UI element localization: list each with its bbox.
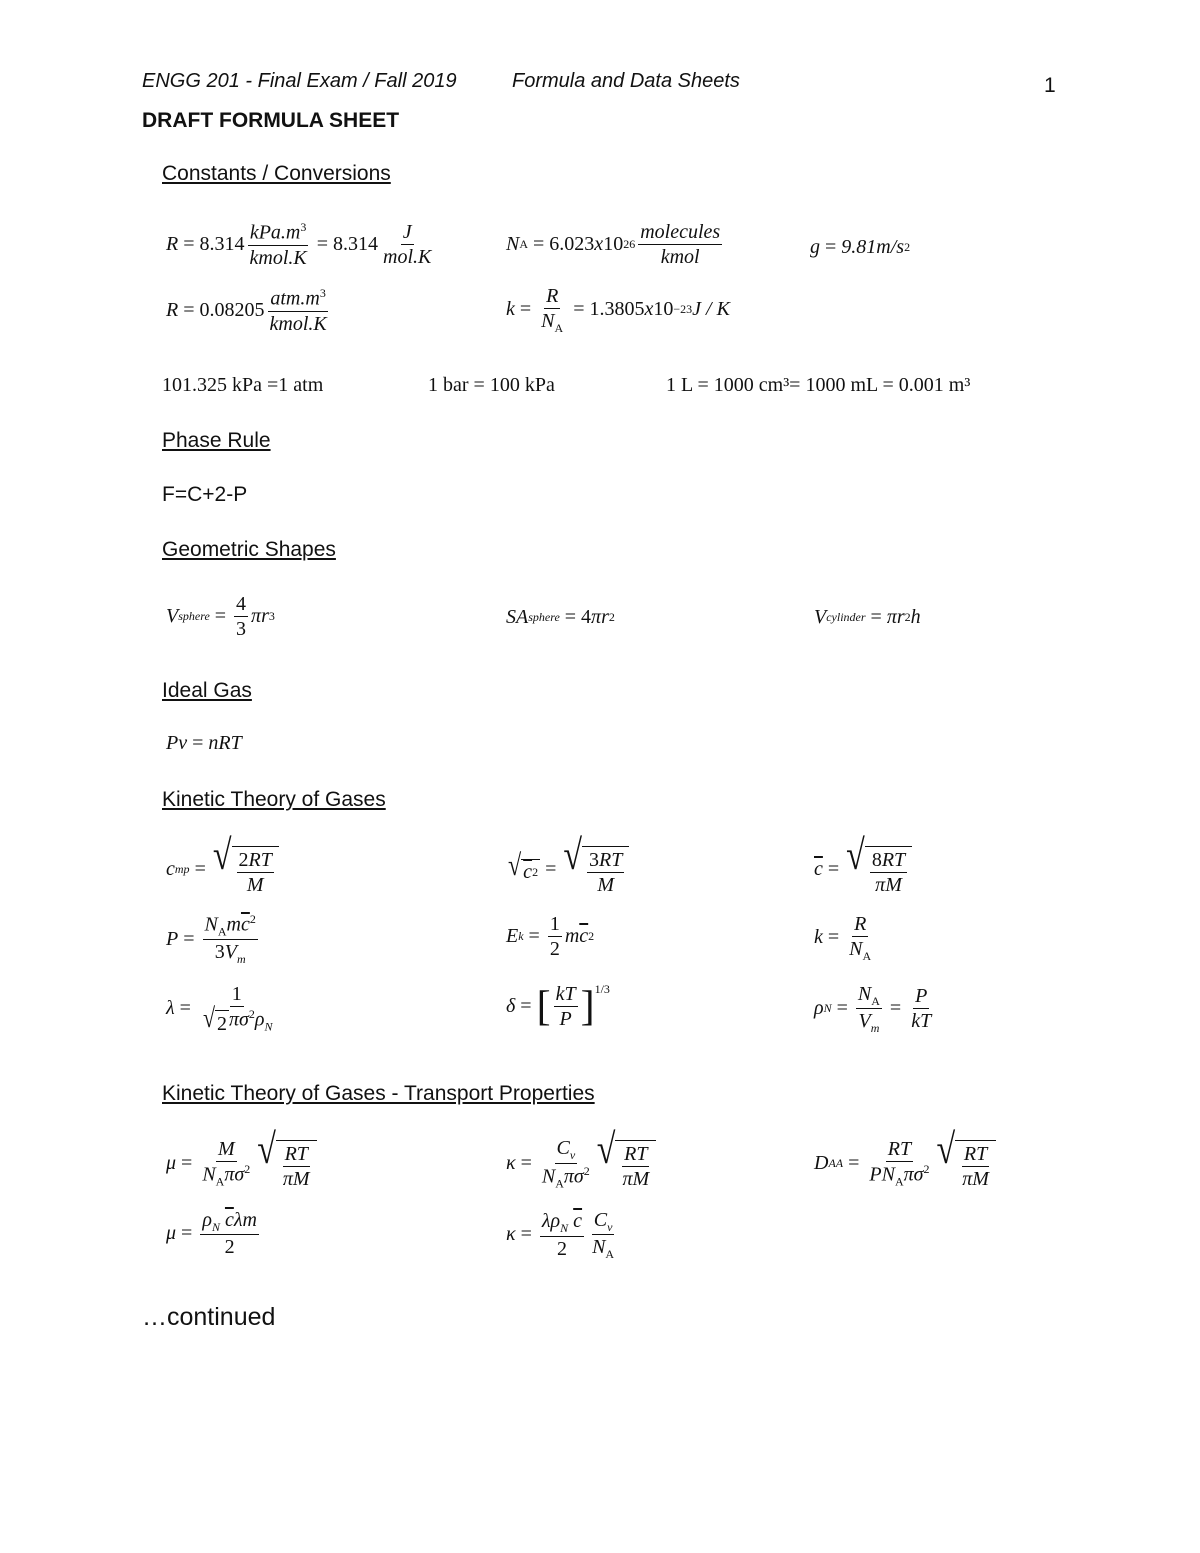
eq-gas-constant-atm: R = 0.08205 $\frac{atm.m^3}{\text{kmol.K}}$ xyxy=(166,286,327,335)
eq-rms-speed: √ c 2 = √ $\frac{3RT}{M}$ xyxy=(506,842,629,897)
eq-boltzmann-ratio: k = $\frac{R}{N_A}$ xyxy=(814,913,872,963)
header-course: ENGG 201 - Final Exam / Fall 2019 xyxy=(142,70,457,92)
eq-most-probable-speed: c mp = √ $\frac{2RT}{M}$ xyxy=(166,842,279,897)
eq-self-diffusivity: D AA = $\frac{RT}{PN_A\pi\sigma^2}$ √ $\frac{RT}{\pi M}$ xyxy=(814,1136,996,1191)
eq-pressure-kinetic: P = $\frac{N_Am\overline{c}^2}{3V_m}$ xyxy=(166,912,256,967)
eq-viscosity-kinetic: μ = $\frac{\rho_N \overline{c}\lambda m}{2}$ xyxy=(166,1209,257,1259)
section-transport: Kinetic Theory of Gases - Transport Properties xyxy=(162,1082,595,1105)
eq-conductivity-kinetic: κ = $\frac{\lambda\rho_N \overline{c}}{2}$ $\frac{C_v}{N_A}$ xyxy=(506,1209,615,1262)
eq-number-density: ρ N = $\frac{N_A}{V_m}$ = $\frac{P}{kT}$ xyxy=(814,983,932,1036)
section-phase-rule: Phase Rule xyxy=(162,429,271,452)
phase-rule-formula: F=C+2-P xyxy=(162,483,248,506)
eq-avogadro: N A = 6.023 x 10 26 $\frac{\text{molecules}}{\text{kmol}}$ xyxy=(506,221,721,268)
eq-viscosity: μ = $\frac{M}{N_A\pi\sigma^2}$ √ $\frac{RT}{\pi M}$ xyxy=(166,1136,317,1191)
document-title: DRAFT FORMULA SHEET xyxy=(142,109,400,132)
eq-boltzmann: k = $\frac{R}{N_A}$ = 1.3805 x 10 −23 J / K xyxy=(506,285,730,335)
section-kinetic: Kinetic Theory of Gases xyxy=(162,788,386,811)
eq-cylinder-volume: V cylinder = πr 2 h xyxy=(814,606,921,628)
eq-ideal-gas: Pv = nRT xyxy=(166,732,242,754)
section-geometric: Geometric Shapes xyxy=(162,538,336,561)
eq-gas-constant-kpa: R = 8.314 $\frac{kPa.m^3}{\text{kmol.K}}$ = 8.314 $\frac{J}{\text{mol.K}}$ xyxy=(166,220,432,269)
continued-note: …continued xyxy=(142,1303,276,1331)
conversion-kpa-atm: 101.325 kPa =1 atm xyxy=(162,374,324,396)
header-subtitle: Formula and Data Sheets xyxy=(512,70,740,92)
eq-mean-speed: $\overline{c}$ = √ $\frac{8RT}{\pi M}$ xyxy=(814,842,912,897)
page-number: 1 xyxy=(1044,74,1056,97)
conversion-bar-kpa: 1 bar = 100 kPa xyxy=(428,374,555,396)
eq-gravity: g = 9.81m/s 2 xyxy=(810,236,911,258)
eq-kinetic-energy: E k = $\frac{1}{2}$ m $\overline{c}$ 2 xyxy=(506,913,595,960)
eq-sphere-volume: V sphere = $\frac{4}{3}$ πr 3 xyxy=(166,593,275,640)
conversion-liter: 1 L = 1000 cm³= 1000 mL = 0.001 m³ xyxy=(666,374,971,396)
eq-sphere-area: SA sphere = 4 πr 2 xyxy=(506,606,615,628)
eq-thermal-conductivity: κ = $\frac{C_v}{N_A\pi\sigma^2}$ √ $\frac{RT}{\pi M}$ xyxy=(506,1136,656,1191)
eq-mean-free-path: λ = 1 √ 2 $\pi\sigma^2\rho_N$ xyxy=(166,983,273,1035)
eq-molecular-spacing: δ = [ $\frac{kT}{P}$ ] $^{1/3}$ xyxy=(506,982,610,1030)
section-constants: Constants / Conversions xyxy=(162,162,391,185)
section-ideal-gas: Ideal Gas xyxy=(162,679,252,702)
